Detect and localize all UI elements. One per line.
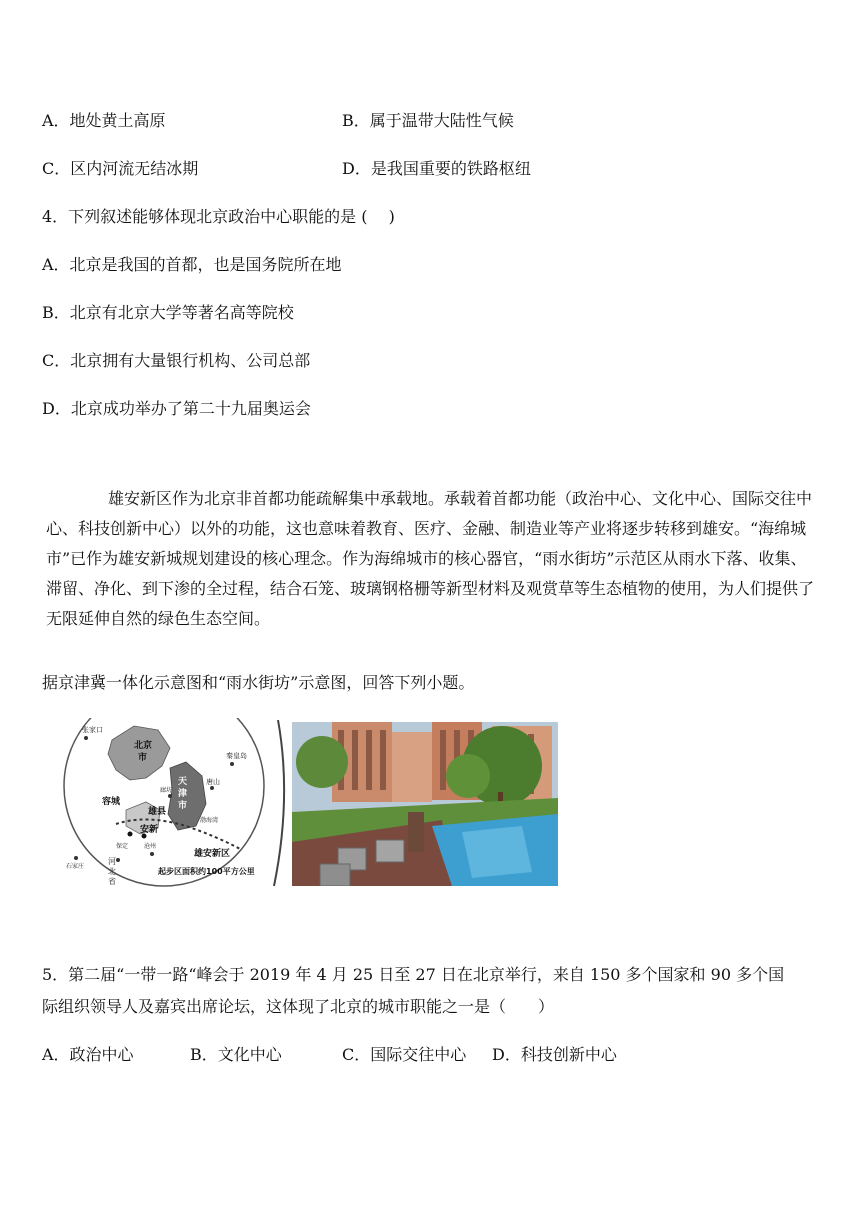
- label-baoding: 保定: [116, 843, 129, 850]
- label-tianjin-1: 天: [178, 777, 188, 787]
- label-beijing-2: 市: [138, 753, 148, 763]
- label-rongcheng: 容城: [102, 797, 121, 807]
- q5-option-d: D．科技创新中心: [492, 1045, 617, 1064]
- map-border-arc: [274, 720, 284, 886]
- rainwater-street-photo: [292, 722, 558, 886]
- q5-option-c: C．国际交往中心: [342, 1045, 467, 1064]
- q3-option-a: A．地处黄土高原: [42, 111, 166, 130]
- passage-instruction: 据京津冀一体化示意图和“雨水街坊”示意图，回答下列小题。: [42, 673, 475, 692]
- figure-group: [46, 718, 558, 888]
- q3-option-b: B．属于温带大陆性气候: [342, 111, 514, 130]
- q4-option-d: D．北京成功举办了第二十九届奥运会: [42, 399, 311, 418]
- label-anxin: 安新: [140, 825, 159, 835]
- label-zhangjiakou: 张家口: [82, 726, 103, 734]
- label-tianjin-2: 津: [178, 789, 188, 799]
- q4-option-a: A．北京是我国的首都，也是国务院所在地: [42, 255, 342, 274]
- label-cangzhou: 沧州: [144, 843, 157, 850]
- q4-option-c: C．北京拥有大量银行机构、公司总部: [42, 351, 311, 370]
- label-hebei-1: 河: [108, 857, 116, 866]
- label-shijiazhuang: 石家庄: [66, 863, 85, 870]
- q5-option-a: A．政治中心: [42, 1045, 134, 1064]
- q5-stem-line1: 5．第二届“一带一路“峰会于 2019 年 4 月 25 日至 27 日在北京举行，来自 150 多个国家和 90 多个国: [42, 965, 785, 984]
- label-xiongan: 雄安新区: [194, 849, 231, 859]
- jingjinji-map: [46, 718, 290, 888]
- q3-option-c: C．区内河流无结冰期: [42, 159, 199, 178]
- label-xiongxian: 雄县: [148, 807, 167, 817]
- label-tianjin-3: 市: [178, 801, 188, 811]
- q4-option-b: B．北京有北京大学等著名高等院校: [42, 303, 294, 322]
- q5-stem-line2: 际组织领导人及嘉宾出席论坛，这体现了北京的城市职能之一是（ ）: [42, 997, 555, 1016]
- label-hebei-2: 北: [108, 867, 116, 876]
- q5-option-b: B．文化中心: [190, 1045, 282, 1064]
- label-hebei-3: 省: [108, 877, 116, 886]
- q4-stem: 4．下列叙述能够体现北京政治中心职能的是 ( ): [42, 207, 395, 226]
- label-area: 起步区面积约100平方公里: [158, 867, 255, 876]
- label-beijing-1: 北京: [134, 741, 153, 751]
- label-tangshan: 唐山: [206, 778, 220, 786]
- passage-paragraph: [46, 484, 818, 634]
- label-bohai: 渤海湾: [200, 817, 219, 824]
- passage-text: 雄安新区作为北京非首都功能疏解集中承载地。承载着首都功能（政治中心、文化中心、国际交往中心、科技创新中心）以外的功能，这也意味着教育、医疗、金融、制造业等产业将逐步转移到雄安。“海绵城市”已作为雄安新城规划建设的核心理念。作为海绵城市的核心器官，“雨水街坊”示范区从雨水下落、收集、滞留、净化、到下渗的全过程，结合石笼、玻璃钢格栅等新型材料及观赏草等生态植物的使用，为人们提供了无限延伸自然的绿色生态空间。: [46, 489, 815, 628]
- label-qinhuangdao: 秦皇岛: [226, 752, 247, 760]
- q3-option-d: D．是我国重要的铁路枢纽: [342, 159, 531, 178]
- label-langfang: 廊坊: [160, 787, 173, 794]
